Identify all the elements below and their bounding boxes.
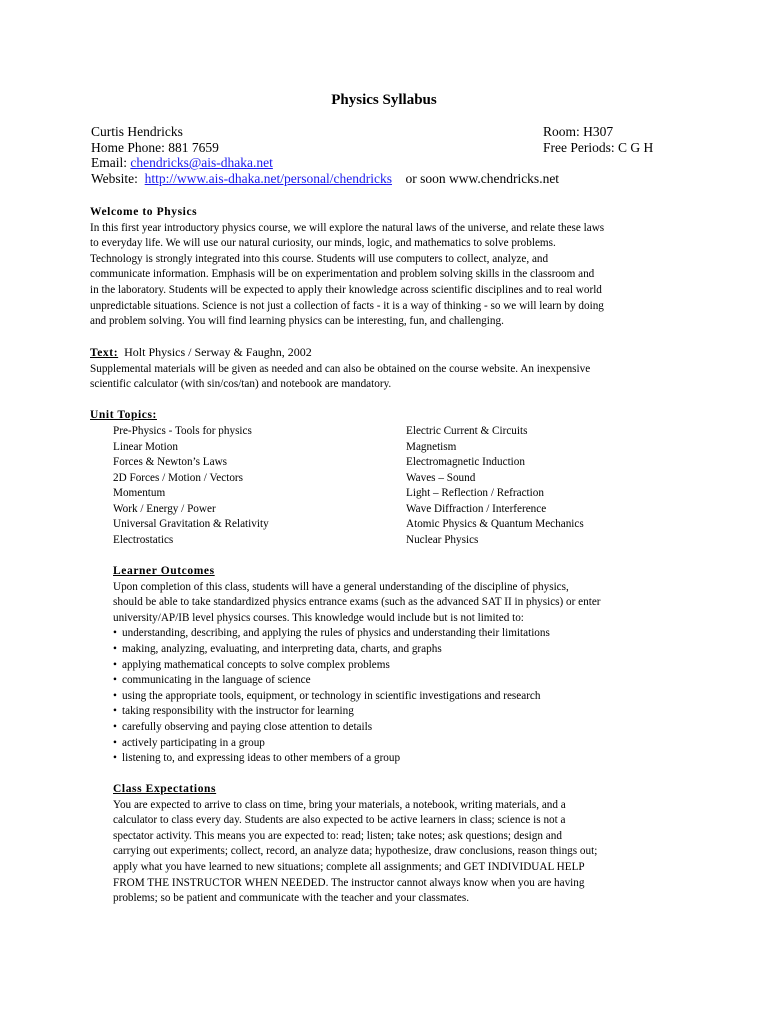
instructor-header bbox=[91, 124, 681, 186]
paragraph-line: should be able to take standardized physics entrance exams (such as the advanced SAT II in physics) or enter bbox=[113, 596, 601, 609]
list-item bbox=[113, 704, 673, 720]
learner-outcomes-section bbox=[113, 564, 673, 767]
topic-row bbox=[113, 486, 673, 502]
email-link[interactable]: chendricks@ais-dhaka.net bbox=[130, 155, 273, 170]
paragraph-line: in the laboratory. Students will be expected to apply their knowledge across scientific disciplines and to real world bbox=[90, 283, 602, 296]
textbook-line bbox=[90, 345, 670, 362]
room-number: Room: H307 bbox=[543, 124, 614, 139]
list-item bbox=[113, 658, 673, 674]
topic-right: Electric Current & Circuits bbox=[406, 425, 528, 437]
header-row-name bbox=[91, 124, 681, 140]
topic-right: Nuclear Physics bbox=[406, 533, 479, 546]
bullet-icon: • bbox=[113, 658, 117, 671]
unit-topics-list bbox=[113, 424, 673, 548]
paragraph-line: You are expected to arrive to class on time, bring your materials, a notebook, writing materials, and a bbox=[113, 798, 566, 811]
page-title: Physics Syllabus bbox=[331, 92, 437, 108]
bullet-icon: • bbox=[113, 720, 117, 733]
list-item-text: actively participating in a group bbox=[122, 736, 265, 749]
topic-row bbox=[113, 502, 673, 518]
paragraph-line: carrying out experiments; collect, record, an analyze data; hypothesize, draw conclusions, reason things out; bbox=[113, 845, 598, 858]
paragraph-line: Upon completion of this class, students will have a general understanding of the discipline of physics, bbox=[113, 580, 569, 593]
topic-right: Electromagnetic Induction bbox=[406, 456, 525, 468]
topic-left: Electrostatics bbox=[113, 533, 174, 546]
list-item bbox=[113, 673, 673, 689]
home-phone: Home Phone: 881 7659 bbox=[91, 139, 219, 155]
welcome-paragraph bbox=[90, 221, 670, 330]
topic-left: Linear Motion bbox=[113, 440, 178, 453]
welcome-heading: Welcome to Physics bbox=[90, 206, 198, 218]
topic-left: Universal Gravitation & Relativity bbox=[113, 518, 269, 530]
paragraph-line: calculator to class every day. Students are also expected to be active learners in class; science is not a bbox=[113, 814, 566, 827]
unit-topics-section bbox=[90, 408, 670, 424]
textbook-title: Holt Physics / Serway & Faughn, 2002 bbox=[124, 345, 312, 359]
list-item bbox=[113, 642, 673, 658]
instructor-name: Curtis Hendricks bbox=[91, 124, 183, 139]
list-item-text: making, analyzing, evaluating, and interpreting data, charts, and graphs bbox=[122, 642, 442, 655]
topic-left: Momentum bbox=[113, 487, 166, 499]
list-item bbox=[113, 720, 673, 736]
bullet-icon: • bbox=[113, 736, 117, 749]
header-row-email bbox=[91, 155, 681, 171]
learner-outcomes-heading: Learner Outcomes bbox=[113, 565, 215, 577]
outcomes-list bbox=[113, 626, 673, 766]
website-label: Website: bbox=[91, 170, 138, 186]
paragraph-line: Supplemental materials will be given as needed and can also be obtained on the course website. An inexpensive bbox=[90, 362, 591, 375]
paragraph-line: Technology is strongly integrated into this course. Students will use computers to collect, analyze, and bbox=[90, 252, 549, 265]
topic-right: Magnetism bbox=[406, 440, 457, 453]
free-periods: Free Periods: C G H bbox=[543, 139, 654, 155]
topic-row bbox=[113, 471, 673, 487]
paragraph-line: to everyday life. We will use our natural curiosity, our minds, logic, and mathematics to solve problems. bbox=[90, 237, 556, 250]
list-item bbox=[113, 626, 673, 642]
unit-topics-heading: Unit Topics: bbox=[90, 409, 157, 421]
paragraph-line: scientific calculator (with sin/cos/tan) and notebook are mandatory. bbox=[90, 378, 392, 391]
topic-left: Work / Energy / Power bbox=[113, 502, 216, 515]
topic-right: Light – Reflection / Refraction bbox=[406, 487, 544, 499]
topic-row bbox=[113, 533, 673, 549]
text-section bbox=[90, 345, 670, 393]
list-item-text: using the appropriate tools, equipment, or technology in scientific investigations and research bbox=[122, 689, 541, 702]
paragraph-line: spectator activity. This means you are expected to: read; listen; take notes; ask questions; design and bbox=[113, 829, 562, 842]
bullet-icon: • bbox=[113, 642, 117, 655]
list-item bbox=[113, 751, 673, 767]
bullet-icon: • bbox=[113, 689, 117, 702]
topic-left: 2D Forces / Motion / Vectors bbox=[113, 471, 243, 484]
class-expectations-section bbox=[113, 782, 673, 907]
paragraph-line: communicate information. Emphasis will be on experimentation and problem solving skills in the classroom and bbox=[90, 268, 595, 281]
paragraph-line: and problem solving. You will find learning physics can be interesting, fun, and challenging. bbox=[90, 315, 504, 328]
list-item-text: carefully observing and paying close attention to details bbox=[122, 720, 373, 733]
list-item-text: communicating in the language of science bbox=[122, 674, 311, 687]
website-link[interactable]: http://www.ais-dhaka.net/personal/chendricks bbox=[144, 170, 392, 186]
paragraph-line: unpredictable situations. Science is not just a collection of facts - it is a way of thinking - so we will learn by doing bbox=[90, 299, 604, 312]
topic-row bbox=[113, 455, 673, 471]
list-item bbox=[113, 736, 673, 752]
list-item bbox=[113, 689, 673, 705]
list-item-text: listening to, and expressing ideas to other members of a group bbox=[122, 752, 401, 765]
topic-left: Pre-Physics - Tools for physics bbox=[113, 425, 252, 437]
topic-right: Waves – Sound bbox=[406, 471, 476, 484]
topic-left: Forces & Newton’s Laws bbox=[113, 456, 228, 468]
topic-right: Wave Diffraction / Interference bbox=[406, 502, 547, 515]
bullet-icon: • bbox=[113, 752, 117, 765]
paragraph-line: apply what you have learned to new situations; complete all assignments; and GET INDIVIDUAL HELP bbox=[113, 860, 585, 873]
website-alt: or soon www.chendricks.net bbox=[405, 170, 560, 186]
class-expectations-heading: Class Expectations bbox=[113, 783, 217, 795]
welcome-section bbox=[90, 205, 670, 330]
paragraph-line: In this first year introductory physics course, we will explore the natural laws of the universe, and relate these laws bbox=[90, 221, 605, 234]
bullet-icon: • bbox=[113, 705, 117, 718]
text-heading: Text: bbox=[90, 347, 119, 359]
paragraph-line: problems; so be patient and communicate with the teacher and your classmates. bbox=[113, 892, 470, 905]
bullet-icon: • bbox=[113, 674, 117, 687]
paragraph-line: FROM THE INSTRUCTOR WHEN NEEDED. The instructor cannot always know when you are having bbox=[113, 876, 585, 889]
header-row-phone bbox=[91, 140, 681, 156]
header-row-website bbox=[91, 171, 681, 187]
list-item-text: applying mathematical concepts to solve complex problems bbox=[122, 658, 390, 671]
list-item-text: taking responsibility with the instructor for learning bbox=[122, 705, 354, 718]
topic-row bbox=[113, 517, 673, 533]
topic-row bbox=[113, 440, 673, 456]
bullet-icon: • bbox=[113, 627, 117, 640]
topic-right: Atomic Physics & Quantum Mechanics bbox=[406, 518, 584, 530]
paragraph-line: university/AP/IB level physics courses. This knowledge would include but is not limited to: bbox=[113, 611, 524, 624]
topic-row bbox=[113, 424, 673, 440]
list-item-text: understanding, describing, and applying the rules of physics and understanding their limitations bbox=[122, 627, 550, 640]
email-label: Email: bbox=[91, 155, 127, 170]
